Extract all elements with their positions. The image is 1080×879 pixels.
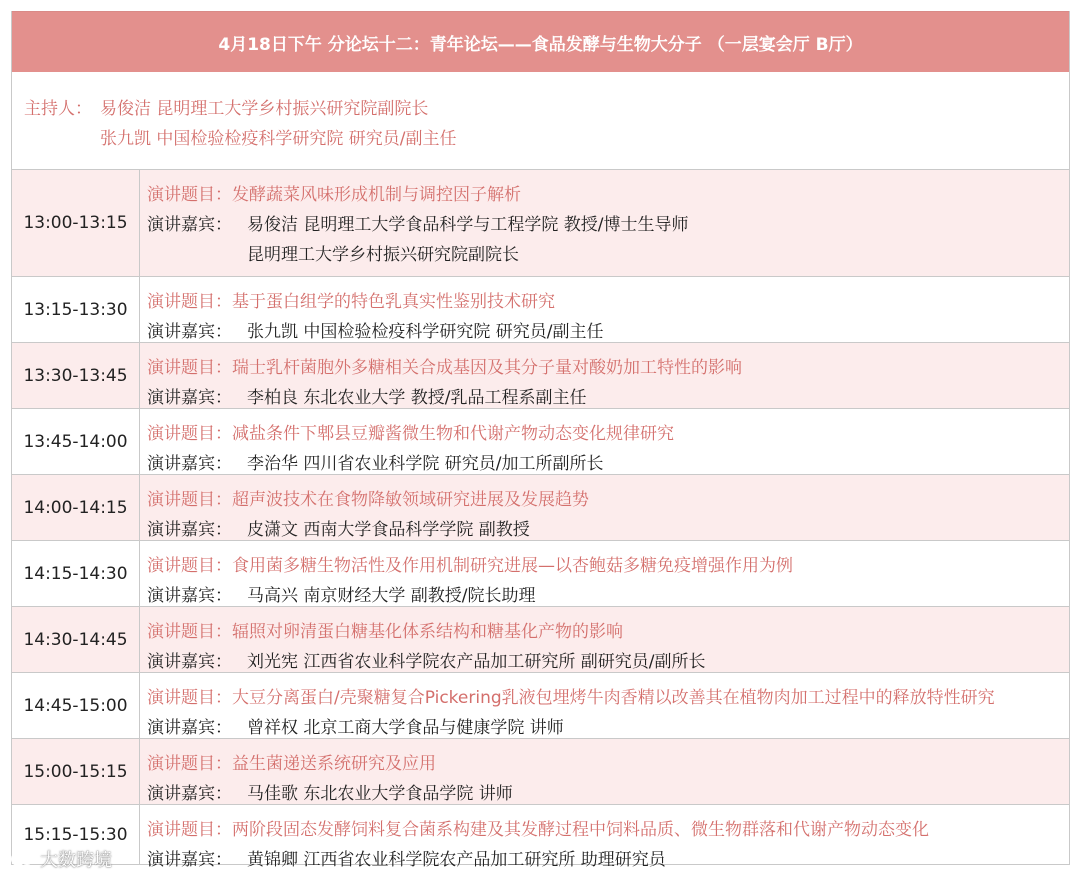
session-content <box>140 541 1069 606</box>
session-row <box>12 475 1069 541</box>
session-time: 13:45-14:00 <box>12 409 140 474</box>
topic-text: 两阶段固态发酵饲料复合菌系构建及其发酵过程中饲料品质、微生物群落和代谢产物动态变化 <box>232 820 929 840</box>
speaker-line: 昆明理工大学乡村振兴研究院副院长 <box>247 245 519 265</box>
speaker-label: 演讲嘉宾： <box>147 586 232 606</box>
host-line: 易俊洁 昆明理工大学乡村振兴研究院副院长 <box>100 99 429 119</box>
host-label: 主持人： <box>24 99 92 119</box>
session-topic <box>147 617 1069 647</box>
topic-text: 益生菌递送系统研究及应用 <box>232 754 436 774</box>
topic-text: 辐照对卵清蛋白糖基化体系结构和糖基化产物的影响 <box>232 622 623 642</box>
session-row <box>12 343 1069 409</box>
topic-text: 基于蛋白组学的特色乳真实性鉴别技术研究 <box>232 292 555 312</box>
session-topic <box>147 287 1069 317</box>
weibo-eye-icon <box>10 851 34 867</box>
session-content <box>140 170 1069 276</box>
speaker-label: 演讲嘉宾： <box>147 520 232 540</box>
speaker-line: 易俊洁 昆明理工大学食品科学与工程学院 教授/博士生导师 <box>247 215 689 235</box>
session-topic <box>147 749 1069 779</box>
speaker-line: 马佳歌 东北农业大学食品学院 讲师 <box>247 784 513 804</box>
session-time: 13:30-13:45 <box>12 343 140 408</box>
session-topic <box>147 683 1069 713</box>
watermark-text: 大数跨境 <box>40 850 112 871</box>
topic-text: 减盐条件下郫县豆瓣酱微生物和代谢产物动态变化规律研究 <box>232 424 674 444</box>
speaker-line: 黄锦卿 江西省农业科学院农产品加工研究所 助理研究员 <box>247 850 666 870</box>
session-topic <box>147 815 1069 845</box>
speaker-label: 演讲嘉宾： <box>147 718 232 738</box>
session-time: 14:00-14:15 <box>12 475 140 540</box>
topic-label: 演讲题目： <box>147 424 232 444</box>
host-section <box>12 72 1069 170</box>
session-content <box>140 475 1069 540</box>
session-time: 15:15-15:30 <box>12 805 140 864</box>
session-row <box>12 739 1069 805</box>
session-time: 13:15-13:30 <box>12 277 140 342</box>
agenda-table <box>11 11 1070 870</box>
speaker-label: 演讲嘉宾： <box>147 784 232 804</box>
session-content <box>140 673 1069 738</box>
session-content <box>140 607 1069 672</box>
session-content <box>140 805 1069 870</box>
topic-text: 大豆分离蛋白/壳聚糖复合Pickering乳液包埋烤牛肉香精以改善其在植物肉加工过程中的释放特性研究 <box>232 688 995 708</box>
speaker-label: 演讲嘉宾： <box>147 850 232 870</box>
session-topic <box>147 485 1069 515</box>
session-time: 14:30-14:45 <box>12 607 140 672</box>
session-row <box>12 170 1069 277</box>
topic-label: 演讲题目： <box>147 185 232 205</box>
speaker-label: 演讲嘉宾： <box>147 652 232 672</box>
session-row <box>12 673 1069 739</box>
session-rows <box>12 170 1069 870</box>
session-row <box>12 409 1069 475</box>
session-title: 4月18日下午 分论坛十二：青年论坛——食品发酵与生物大分子 （一层宴会厅 B厅） <box>12 11 1069 72</box>
speaker-lines <box>247 210 689 270</box>
session-topic <box>147 353 1069 383</box>
watermark <box>10 846 112 872</box>
session-content <box>140 343 1069 408</box>
speaker-line: 李柏良 东北农业大学 教授/乳品工程系副主任 <box>247 388 587 408</box>
speaker-line: 刘光宪 江西省农业科学院农产品加工研究所 副研究员/副所长 <box>247 652 706 672</box>
speaker-line: 马高兴 南京财经大学 副教授/院长助理 <box>247 586 536 606</box>
topic-label: 演讲题目： <box>147 490 232 510</box>
topic-label: 演讲题目： <box>147 292 232 312</box>
session-row <box>12 607 1069 673</box>
topic-text: 超声波技术在食物降敏领域研究进展及发展趋势 <box>232 490 589 510</box>
session-speaker <box>147 845 1069 875</box>
speaker-label: 演讲嘉宾： <box>147 454 232 474</box>
session-row <box>12 541 1069 607</box>
topic-text: 瑞士乳杆菌胞外多糖相关合成基因及其分子量对酸奶加工特性的影响 <box>232 358 742 378</box>
session-time: 15:00-15:15 <box>12 739 140 804</box>
session-time: 14:15-14:30 <box>12 541 140 606</box>
topic-text: 发酵蔬菜风味形成机制与调控因子解析 <box>232 185 521 205</box>
topic-text: 食用菌多糖生物活性及作用机制研究进展—以杏鲍菇多糖免疫增强作用为例 <box>232 556 793 576</box>
session-time: 13:00-13:15 <box>12 170 140 276</box>
speaker-label: 演讲嘉宾： <box>147 215 232 235</box>
speaker-line: 张九凯 中国检验检疫科学研究院 研究员/副主任 <box>247 322 604 342</box>
speaker-line: 李治华 四川省农业科学院 研究员/加工所副所长 <box>247 454 604 474</box>
speaker-lines <box>247 845 666 875</box>
session-row <box>12 805 1069 870</box>
session-speaker <box>147 210 1069 270</box>
speaker-label: 演讲嘉宾： <box>147 388 232 408</box>
topic-label: 演讲题目： <box>147 556 232 576</box>
topic-label: 演讲题目： <box>147 622 232 642</box>
host-line: 张九凯 中国检验检疫科学研究院 研究员/副主任 <box>100 129 457 149</box>
topic-label: 演讲题目： <box>147 358 232 378</box>
speaker-line: 曾祥权 北京工商大学食品与健康学院 讲师 <box>247 718 564 738</box>
speaker-line: 皮潇文 西南大学食品科学学院 副教授 <box>247 520 530 540</box>
session-row <box>12 277 1069 343</box>
session-topic <box>147 180 1069 210</box>
session-topic <box>147 419 1069 449</box>
session-content <box>140 409 1069 474</box>
topic-label: 演讲题目： <box>147 820 232 840</box>
session-time: 14:45-15:00 <box>12 673 140 738</box>
topic-label: 演讲题目： <box>147 688 232 708</box>
session-topic <box>147 551 1069 581</box>
session-content <box>140 739 1069 804</box>
host-lines <box>100 94 457 169</box>
topic-label: 演讲题目： <box>147 754 232 774</box>
speaker-label: 演讲嘉宾： <box>147 322 232 342</box>
session-content <box>140 277 1069 342</box>
